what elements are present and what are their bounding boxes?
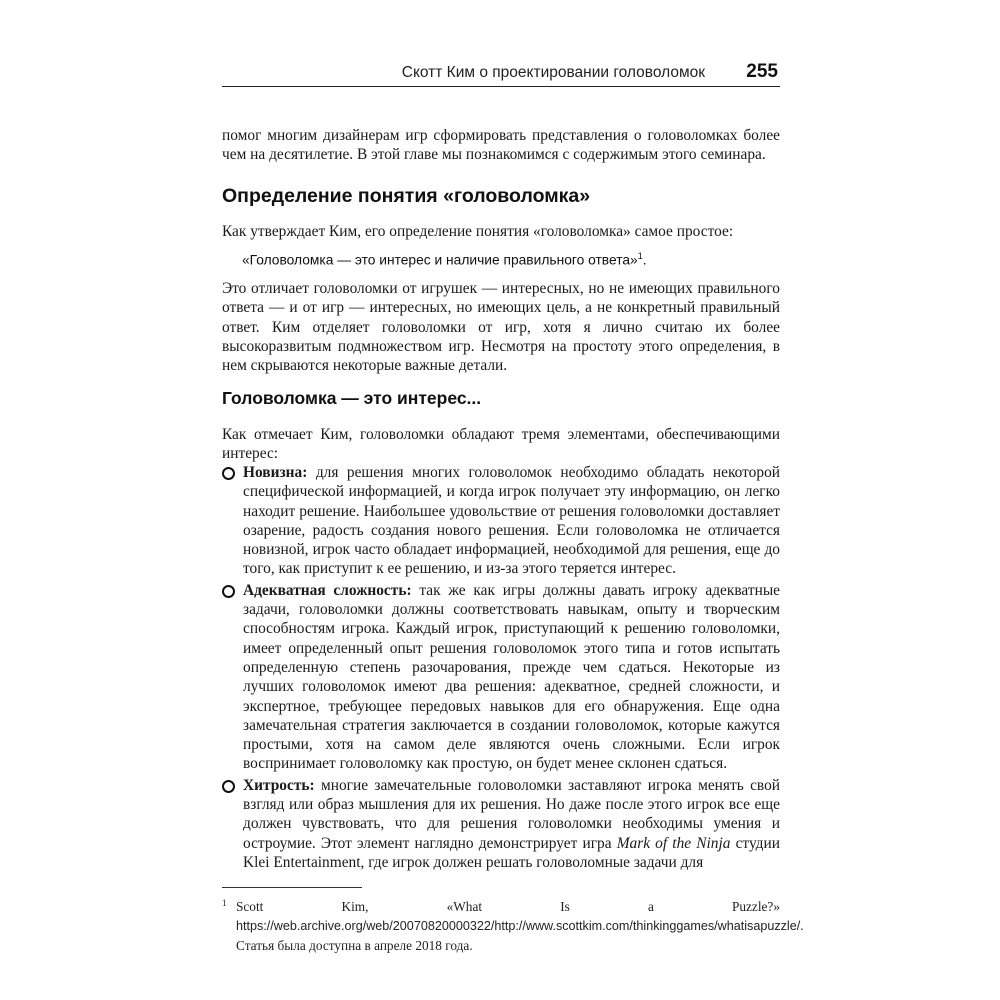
quote-text: «Головоломка — это интерес и наличие правильного ответа» <box>242 252 638 268</box>
circle-bullet-icon <box>222 467 235 480</box>
footnote <box>222 897 804 955</box>
bullet-text: так же как игры должны давать игроку адекватные задачи, головоломки должны соответствовать навыкам, опыту и творческим способностям игрока. Каждый игрок, приступающий к решению головоломки, имеет определенный опыт решения головоломок этого типа и готов испытать определенную степень разочарования, прежде чем сдаться. Некоторые из лучших головоломок имеют два решения: адекватное, средней сложности, и экспертное, требующее передовых навыков для его обнаружения. Еще одна замечательная стратегия заключается в создании головоломок, которые кажутся простыми, хотя на самом деле являются очень сложными. Если игрок воспринимает головоломку как простую, он будет менее склонен сдаться. <box>243 581 780 773</box>
list-item-adequate-difficulty <box>222 581 780 774</box>
quote-end: . <box>642 252 647 268</box>
circle-bullet-icon <box>222 585 235 598</box>
bullet-text: для решения многих головоломок необходимо обладать некоторой специфической информацией, и когда игрок получает эту информацию, он легко находит решение. Наибольшее удовольствие от решения головоломки доставляет озарение, радость создания нового решения. Если головоломка не отличается новизной, игрок часто обладает информацией, необходимой для решения, еще до того, как приступит к ее решению, и из-за этого теряется интерес. <box>243 464 780 578</box>
definition-lead: Как утверждает Ким, его определение понятия «головоломка» самое простое: <box>222 223 734 240</box>
list-item-trickiness <box>222 776 780 872</box>
definition-quote <box>242 251 647 268</box>
footnote-ref[interactable]: 1 <box>637 251 643 261</box>
bullet-term: Хитрость: <box>243 776 315 794</box>
footnote-note: . Статья была доступна в апреле 2018 года. <box>236 918 804 953</box>
footnote-divider <box>222 887 362 888</box>
list-item-novelty <box>222 463 780 579</box>
footnote-text <box>222 897 804 955</box>
section-heading: Определение понятия «головоломка» <box>222 185 591 207</box>
elements-lead: Как отмечает Ким, головоломки обладают тремя элементами, обеспечивающими интерес: <box>222 426 780 463</box>
bullet-term: Адекватная сложность: <box>243 581 412 599</box>
page-number: 255 <box>746 61 778 82</box>
bullet-text-after: студии Klei Entertainment, где игрок должен решать головоломные задачи для <box>243 834 780 871</box>
running-head <box>222 62 780 87</box>
book-page <box>222 0 804 1000</box>
subsection-heading: Головоломка — это интерес... <box>222 388 482 408</box>
bullet-text-before: многие замечательные головоломки заставляют игрока менять свой взгляд или образ мышления для их решения. Но даже после этого игрок все еще должен чувствовать, что для решения головоломки необходимы умения и остроумие. Этот элемент наглядно демонстрирует игра <box>243 776 780 852</box>
bullet-term: Новизна: <box>243 464 308 481</box>
explanation-paragraph: Это отличает головоломки от игрушек — интересных, но не имеющих правильного ответа — и от игр — интересных, но имеющих цель, а не конкретный правильный ответ. Ким отделяет головоломки от игр, хотя я лично считаю их более высокоразвитым подмножеством игр. Несмотря на простоту этого определения, в нем скрываются некоторые важные детали. <box>222 280 780 375</box>
intro-paragraph: помог многим дизайнерам игр сформировать представления о головоломках более чем на десятилетие. В этой главе мы познакомимся с содержимым этого семинара. <box>222 127 780 164</box>
footnote-author: Scott Kim, «What Is a Puzzle?» <box>236 899 780 914</box>
running-head-title: Скотт Ким о проектировании головоломок <box>401 64 705 81</box>
footnote-number: 1 <box>222 898 227 908</box>
circle-bullet-icon <box>222 780 235 793</box>
game-title: Mark of the Ninja <box>616 834 731 852</box>
footnote-url-link[interactable]: https://web.archive.org/web/20070820000322/http://www.scottkim.com/thinkinggames/whatisapuzzle/ <box>236 919 801 933</box>
elements-list <box>222 463 780 874</box>
